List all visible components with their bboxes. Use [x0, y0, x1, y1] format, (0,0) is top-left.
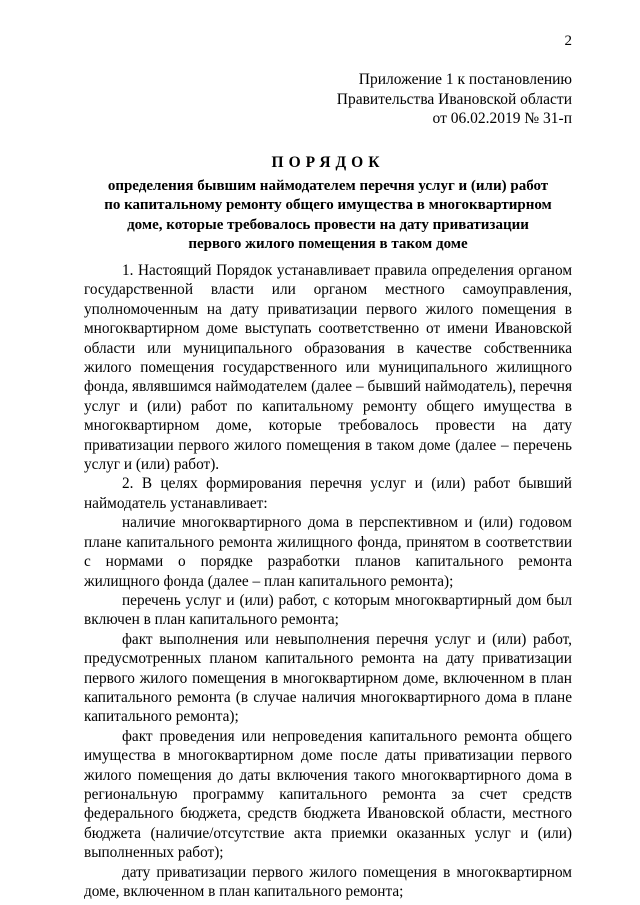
appendix-line: от 06.02.2019 № 31-п	[432, 110, 572, 127]
paragraph-2: 2. В целях формирования перечня услуг и (или) работ бывший наймодатель устанавливает:	[84, 475, 572, 512]
list-item-plan-presence: наличие многоквартирного дома в перспективном и (или) годовом плане капитального ремонта жилищного фонда, принятом в соответствии с нормами о порядке разработки планов капитального ремонта жилищного фонда (далее – план капитального ремонта);	[84, 514, 572, 590]
list-item-works-list: перечень услуг и (или) работ, с которым многоквартирный дом был включен в план капитального ремонта;	[84, 591, 572, 629]
document-subtitle	[84, 177, 572, 254]
subtitle-line: доме, которые требовалось провести на дату приватизации	[127, 216, 529, 233]
document-title: ПОРЯДОК	[271, 154, 385, 171]
title-block	[84, 153, 572, 254]
list-item-privatization-date: дату приватизации первого жилого помещения в многоквартирном доме, включенном в план капитального ремонта;	[84, 863, 572, 900]
appendix-line: Приложение 1 к постановлению	[358, 71, 572, 88]
page-number: 2	[564, 33, 572, 49]
subtitle-line: по капитальному ремонту общего имущества в многоквартирном	[104, 197, 552, 214]
subtitle-line: определения бывшим наймодателем перечня услуг и (или) работ	[107, 178, 549, 194]
appendix-line: Правительства Ивановской области	[336, 90, 572, 108]
list-item-works-completion: факт выполнения или невыполнения перечня услуг и (или) работ, предусмотренных планом капитального ремонта на дату приватизации первого жилого помещения в многоквартирном доме, включенном в план капитального ремонта (в случае наличия многоквартирного дома в плане капитального ремонта);	[84, 630, 572, 726]
list-item-repair-fact: факт проведения или непроведения капитального ремонта общего имущества в многоквартирном доме после даты приватизации первого жилого помещения до даты включения такого многоквартирного дома в региональную программу капитального ремонта за счет средств федерального бюджета, средств бюджета Ивановской области, местного бюджета (наличие/отсутствие акта приемки оказанных услуг и (или) выполненных работ);	[84, 727, 572, 862]
appendix-reference	[337, 70, 572, 129]
paragraph-1: 1. Настоящий Порядок устанавливает правила определения органом государственной власти или органом местного самоуправления, уполномоченным на дату приватизации первого жилого помещения в многоквартирном доме выступать соответственно от имени Ивановской области или муниципального образования в качестве собственника жилого помещения государственного или муниципального жилищного фонда, являвшимся наймодателем (далее – бывший наймодатель), перечня услуг и (или) работ по капитальному ремонту общего имущества в многоквартирном доме, которые требовалось провести на дату приватизации первого жилого помещения в таком доме (далее – перечень услуг и (или) работ).	[84, 262, 572, 474]
document-body	[84, 261, 572, 901]
subtitle-line: первого жилого помещения в таком доме	[188, 235, 468, 252]
